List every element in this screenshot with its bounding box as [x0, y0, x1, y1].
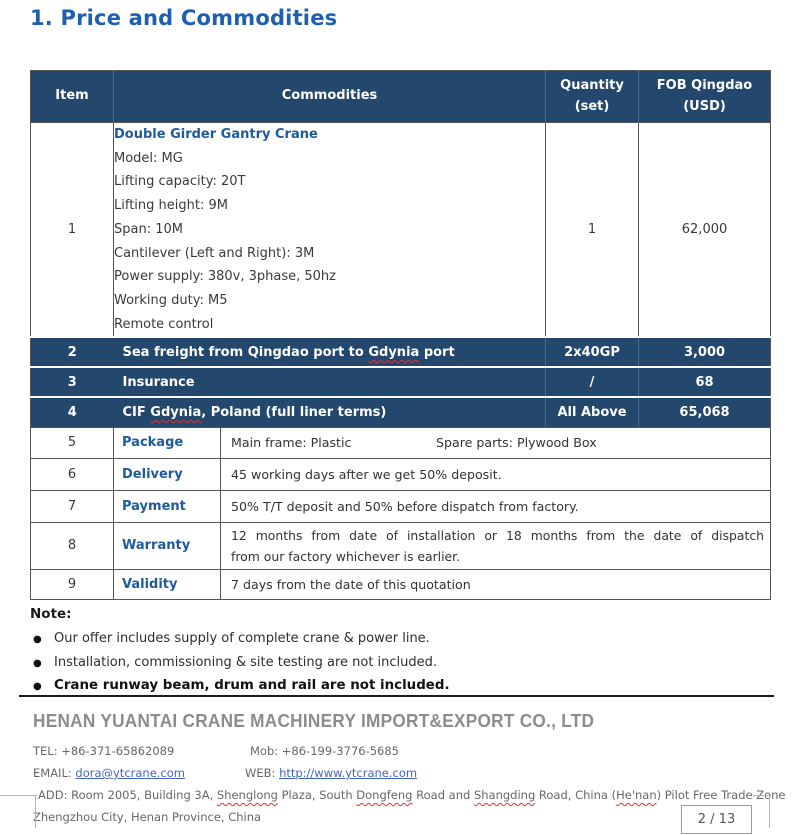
page-number-badge: 2 / 13	[681, 805, 752, 834]
website-link[interactable]: http://www.ytcrane.com	[279, 766, 418, 780]
misspelled-word: Gdynia	[150, 405, 202, 421]
crane-specs	[114, 123, 546, 338]
note-list	[33, 631, 773, 702]
price-value: 62,000	[639, 123, 771, 338]
misspelled-word: Gdynia	[368, 344, 420, 360]
note-heading: Note:	[30, 606, 72, 622]
spec-remote: Remote control	[114, 316, 214, 332]
email-link[interactable]: dora@ytcrane.com	[75, 766, 185, 780]
item-number: 1	[31, 123, 114, 338]
table-row-crane	[31, 123, 771, 338]
spec-model: Model: MG	[114, 150, 183, 166]
quantity-value: 1	[546, 123, 639, 338]
package-content: Main frame: Plastic Spare parts: Plywood Box	[221, 427, 771, 458]
table-row-cif-total	[31, 397, 771, 427]
quantity-value: /	[546, 367, 639, 397]
email-label: EMAIL:	[33, 766, 76, 780]
frame-boundary-right-vertical	[769, 795, 770, 828]
item-number: 7	[31, 490, 114, 522]
delivery-content: 45 working days after we get 50% deposit.	[221, 458, 771, 490]
address-line-1: ADD: Room 2005, Building 3A, Shenglong Plaza, South Dongfeng Road and Shangding Road, China (He'nan) Pilot Free Trade Zone	[38, 788, 786, 802]
tel-number: TEL: +86-371-65862089	[33, 744, 175, 758]
item-number: 3	[31, 367, 114, 397]
note-bullet-3: ● Crane runway beam, drum and rail are not included.	[33, 678, 450, 694]
product-title: Double Girder Gantry Crane	[114, 127, 318, 142]
table-row-package	[31, 427, 771, 458]
frame-boundary-left-horizontal	[0, 795, 37, 796]
bullet-icon: ●	[33, 681, 42, 693]
item-number: 5	[31, 427, 114, 458]
item-number: 6	[31, 458, 114, 490]
frame-boundary-right-horizontal	[753, 795, 770, 796]
item-number: 9	[31, 569, 114, 599]
web-group	[245, 766, 417, 780]
payment-content: 50% T/T deposit and 50% before dispatch from factory.	[221, 490, 771, 522]
table-row-warranty	[31, 522, 771, 569]
bullet-icon: ●	[33, 657, 42, 669]
quantity-value: All Above	[546, 397, 639, 427]
price-value: 65,068	[639, 397, 771, 427]
address-line-2: Zhengzhou City, Henan Province, China	[33, 810, 262, 824]
table-header-row	[31, 71, 771, 123]
spec-capacity: Lifting capacity: 20T	[114, 174, 246, 190]
validity-content: 7 days from the date of this quotation	[221, 569, 771, 599]
misspelled-word: Dongfeng	[356, 788, 413, 802]
phone-line	[33, 744, 399, 758]
freight-description: Sea freight from Qingdao port to Gdynia port	[114, 337, 546, 367]
company-name: HENAN YUANTAI CRANE MACHINERY IMPORT&EXPORT CO., LTD	[33, 710, 595, 731]
page-title: 1. Price and Commodities	[30, 6, 338, 30]
row-label: Package	[114, 427, 221, 458]
cif-description: CIF Gdynia, Poland (full liner terms)	[114, 397, 546, 427]
web-label: WEB:	[245, 766, 280, 780]
row-label: Delivery	[114, 458, 221, 490]
spec-power: Power supply: 380v, 3phase, 50hz	[114, 269, 336, 285]
spec-height: Lifting height: 9M	[114, 198, 228, 214]
table-row-payment	[31, 490, 771, 522]
misspelled-word: He'nan	[616, 788, 657, 802]
header-fob: FOB Qingdao (USD)	[639, 71, 771, 123]
spec-span: Span: 10M	[114, 221, 183, 237]
misspelled-word: Shangding	[473, 788, 536, 802]
misspelled-word: Shenglong	[216, 788, 278, 802]
quantity-value: 2x40GP	[546, 337, 639, 367]
frame-boundary-left-vertical	[35, 795, 36, 828]
price-value: 3,000	[639, 337, 771, 367]
table-row-delivery	[31, 458, 771, 490]
email-line	[33, 766, 417, 780]
item-number: 2	[31, 337, 114, 367]
row-label: Warranty	[114, 522, 221, 569]
row-label: Payment	[114, 490, 221, 522]
spec-duty: Working duty: M5	[114, 292, 228, 308]
table-row-sea-freight	[31, 337, 771, 367]
note-bullet-1: ● Our offer includes supply of complete crane & power line.	[33, 631, 430, 646]
item-number: 4	[31, 397, 114, 427]
table-row-validity	[31, 569, 771, 599]
price-value: 68	[639, 367, 771, 397]
spec-cantilever: Cantilever (Left and Right): 3M	[114, 245, 315, 261]
email-group	[33, 766, 245, 780]
warranty-content: 12 months from date of installation or 18 months from the date of dispatch from our factory whichever is earlier.	[221, 522, 771, 569]
table-row-insurance	[31, 367, 771, 397]
header-quantity: Quantity (set)	[546, 71, 639, 123]
bullet-icon: ●	[33, 634, 42, 645]
price-table	[30, 70, 771, 600]
insurance-description: Insurance	[114, 367, 546, 397]
note-bullet-2: ● Installation, commissioning & site testing are not included.	[33, 654, 438, 670]
divider-line	[19, 695, 774, 697]
item-number: 8	[31, 522, 114, 569]
row-label: Validity	[114, 569, 221, 599]
mobile-number: Mob: +86-199-3776-5685	[250, 744, 399, 758]
header-commodities: Commodities	[114, 71, 546, 123]
header-item: Item	[31, 71, 114, 123]
